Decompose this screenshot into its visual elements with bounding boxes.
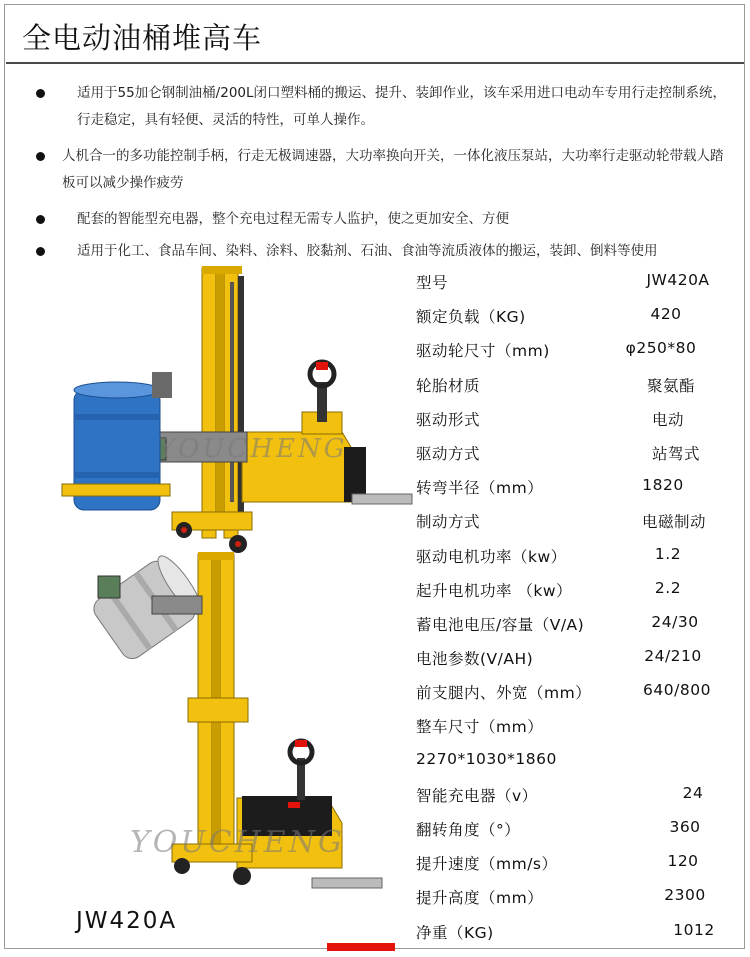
spec-label: 整车尺寸（mm） — [416, 718, 544, 737]
spec-value: 120 — [667, 852, 699, 871]
spec-label: 净重（KG) — [416, 923, 494, 942]
spec-value: 站驾式 — [651, 444, 701, 463]
page-title: 全电动油桶堆高车 — [22, 21, 263, 55]
spec-value: 360 — [669, 818, 701, 836]
spec-label: 型号 — [416, 274, 449, 292]
spec-label: 驱动方式 — [416, 444, 481, 463]
spec-label: 制动方式 — [416, 513, 481, 532]
model-caption: JW420A — [76, 908, 178, 934]
spec-value: φ250*80 — [625, 339, 697, 358]
spec-label: 转弯半径（mm） — [416, 479, 544, 498]
spec-label: 驱动电机功率（kw） — [416, 547, 567, 566]
spec-value: JW420A — [646, 271, 710, 289]
bullet-dot-icon — [36, 247, 45, 256]
spec-value: 1012 — [673, 920, 715, 939]
spec-value: 聚氨酯 — [646, 376, 696, 395]
bullet-dot-icon — [36, 89, 45, 98]
spec-row — [416, 745, 736, 779]
spec-label: 轮胎材质 — [416, 376, 481, 395]
spec-label: 翻转角度（°） — [416, 821, 521, 839]
spec-row — [416, 676, 736, 710]
spec-value: 24/30 — [651, 612, 699, 631]
spec-row — [416, 471, 736, 505]
spec-label: 2270*1030*1860 — [416, 749, 557, 768]
spec-label: 驱动轮尺寸（mm) — [416, 342, 550, 361]
spec-row — [416, 540, 736, 574]
spec-value: 24 — [682, 783, 704, 802]
spec-label: 电池参数(V/AH) — [416, 650, 534, 669]
spec-label: 智能充电器（v） — [416, 786, 538, 805]
spec-value: 1820 — [642, 476, 684, 495]
spec-value: 2.2 — [654, 578, 682, 597]
spec-label: 起升电机功率 （kw） — [416, 581, 573, 600]
spec-row — [416, 505, 736, 539]
spec-value: 2300 — [664, 886, 706, 905]
spec-row — [416, 916, 736, 950]
spec-row — [416, 300, 736, 334]
spec-value: 1.2 — [654, 544, 682, 563]
watermark-upper: YOUCHENG — [158, 434, 348, 464]
spec-row — [416, 642, 736, 676]
watermark-lower: YOUCHENG — [130, 825, 345, 860]
spec-value: 640/800 — [643, 681, 711, 700]
spec-row — [416, 574, 736, 608]
spec-label: 提升速度（mm/s） — [416, 855, 558, 874]
feature-text: 适用于55加仑钢制油桶/200L闭口塑料桶的搬运、提升、装卸作业，该车采用进口电动车专用行走控制系统，行走稳定，具有轻便、灵活的特性，可单人操作。 — [77, 85, 727, 128]
title-divider — [6, 62, 744, 64]
feature-text: 适用于化工、食品车间、染料、涂料、胶黏剂、石油、食油等流质液体的搬运，装卸、倒料等使用 — [77, 243, 658, 259]
feature-text: 配套的智能型充电器，整个充电过程无需专人监护，使之更加安全、方便 — [77, 211, 509, 227]
spec-row — [416, 266, 736, 300]
spec-table — [416, 266, 736, 950]
spec-row — [416, 710, 736, 744]
spec-label: 驱动形式 — [416, 410, 481, 429]
spec-value: 24/210 — [644, 647, 702, 666]
bullet-dot-icon — [36, 152, 45, 161]
accent-bar — [327, 943, 395, 951]
product-photo-drum-lift — [52, 262, 417, 560]
spec-row — [416, 608, 736, 642]
spec-row — [416, 847, 736, 881]
bullet-dot-icon — [36, 215, 45, 224]
spec-row — [416, 369, 736, 403]
spec-label: 额定负载（KG) — [416, 308, 526, 327]
spec-value: 电磁制动 — [641, 513, 707, 532]
spec-row — [416, 881, 736, 915]
spec-label: 蓄电池电压/容量（V/A) — [416, 615, 585, 634]
spec-row — [416, 334, 736, 368]
spec-row — [416, 813, 736, 847]
spec-row — [416, 437, 736, 471]
spec-row — [416, 403, 736, 437]
spec-row — [416, 779, 736, 813]
spec-value: 420 — [650, 305, 682, 324]
spec-value: 电动 — [651, 410, 685, 429]
feature-text: 人机合一的多功能控制手柄，行走无极调速器，大功率换向开关，一体化液压泵站，大功率行走驱动轮带载人踏板可以减少操作疲劳 — [62, 148, 724, 191]
spec-label: 提升高度（mm） — [416, 889, 544, 908]
spec-label: 前支腿内、外宽（mm） — [416, 684, 592, 703]
